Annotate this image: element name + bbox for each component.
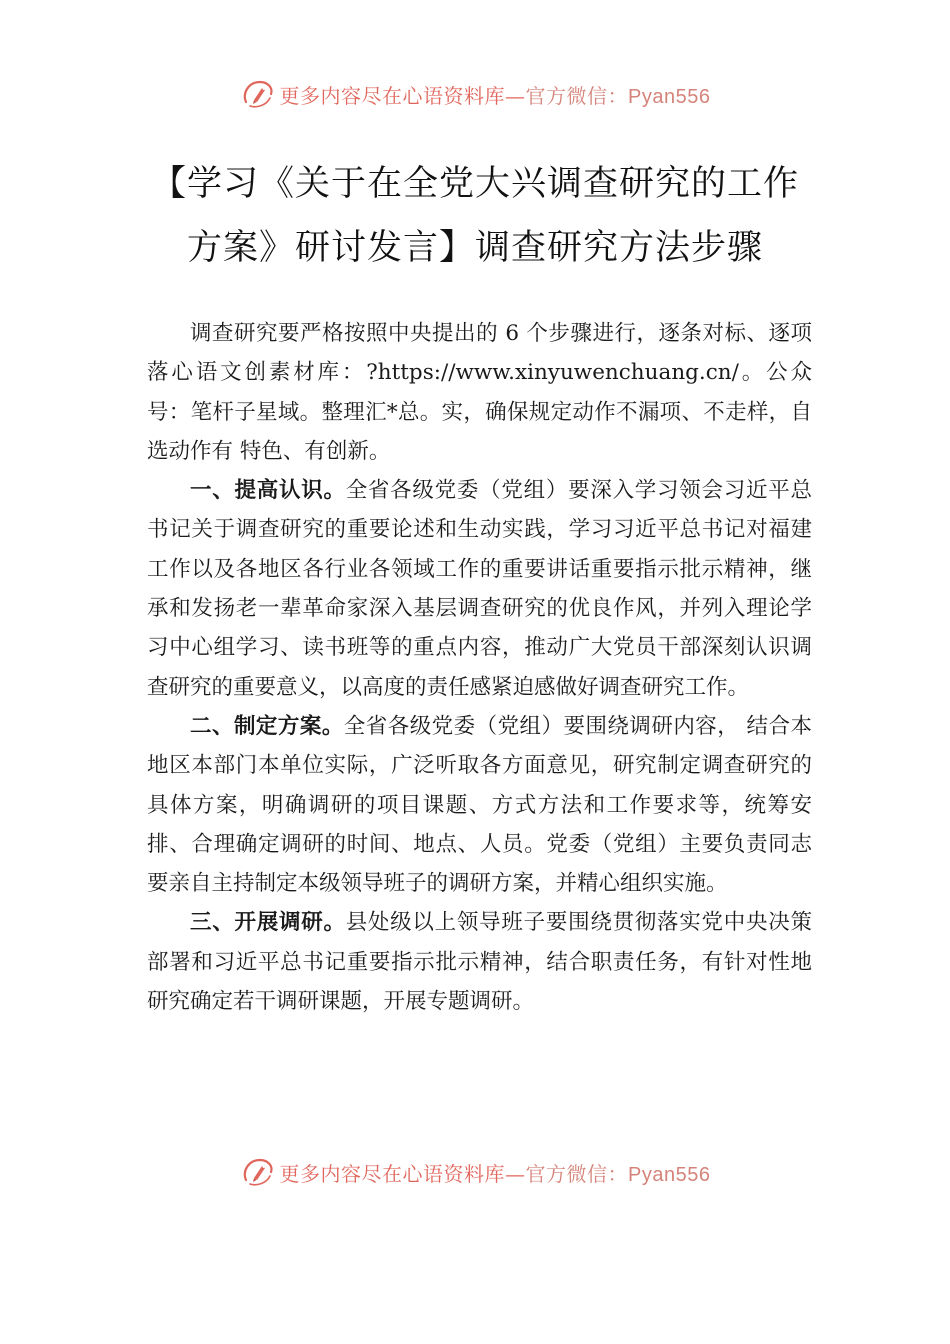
step-1-heading: 一、提高认识。 <box>190 478 346 504</box>
step-3-text: 县处级以上领导班子要围绕贯彻落实党中央决策部署和习近平总书记重要指示批示精神，结合职责任务，有针对性地研究确定若干调研课题，开展专题调研。 <box>147 910 812 1015</box>
step-2-text: 全省各级党委（党组）要围绕调研内容， 结合本地区本部门本单位实际，广泛听取各方面意见，研究制定调查研究的具体方案，明确调研的项目课题、方式方法和工作要求等，统筹安排、合理确定调研的时间、地点、人员。党委（党组）主要负责同志要亲自主持制定本级领导班子的调研方案，并精心组织实施。 <box>147 713 812 897</box>
watermark-main: 更多内容尽在心语资料库 <box>279 1161 506 1186</box>
watermark-text <box>280 1158 711 1187</box>
step-1-paragraph <box>147 471 812 707</box>
watermark-dash: — <box>505 1161 526 1186</box>
watermark-text <box>280 80 711 109</box>
watermark-wechat: 官方微信：Pyan556 <box>525 85 711 108</box>
title-line-1: 【学习《关于在全党大兴调查研究的工作 <box>150 164 799 204</box>
document-body <box>147 314 812 1021</box>
step-2-paragraph <box>147 707 812 903</box>
document-title <box>100 152 850 280</box>
watermark-dash: — <box>505 83 526 108</box>
pen-nib-swirl-logo-icon <box>240 76 276 112</box>
header-watermark <box>0 74 950 114</box>
pen-nib-swirl-logo-icon <box>240 1154 276 1190</box>
watermark-wechat: 官方微信：Pyan556 <box>525 1163 711 1186</box>
step-3-heading: 三、开展调研。 <box>190 910 346 936</box>
title-line-2: 方案》研讨发言】调查研究方法步骤 <box>186 228 763 268</box>
intro-paragraph: 调查研究要严格按照中央提出的 6 个步骤进行，逐条对标、逐项落心语文创素材库：?https://www.xinyuwenchuang.cn/。公众号：笔杆子星域。整理汇*总。实，确保规定动作不漏项、不走样，自选动作有 特色、有创新。 <box>147 321 812 464</box>
step-2-heading: 二、制定方案。 <box>190 713 344 739</box>
step-1-text: 全省各级党委（党组）要深入学习领会习近平总书记关于调查研究的重要论述和生动实践，学习习近平总书记对福建工作以及各地区各行业各领域工作的重要讲话重要指示批示精神，继承和发扬老一辈革命家深入基层调查研究的优良作风，并列入理论学习中心组学习、读书班等的重点内容，推动广大党员干部深刻认识调查研究的重要意义，以高度的责任感紧迫感做好调查研究工作。 <box>147 478 812 700</box>
watermark-main: 更多内容尽在心语资料库 <box>279 83 506 108</box>
step-3-paragraph <box>147 903 812 1021</box>
footer-watermark <box>0 1152 950 1192</box>
